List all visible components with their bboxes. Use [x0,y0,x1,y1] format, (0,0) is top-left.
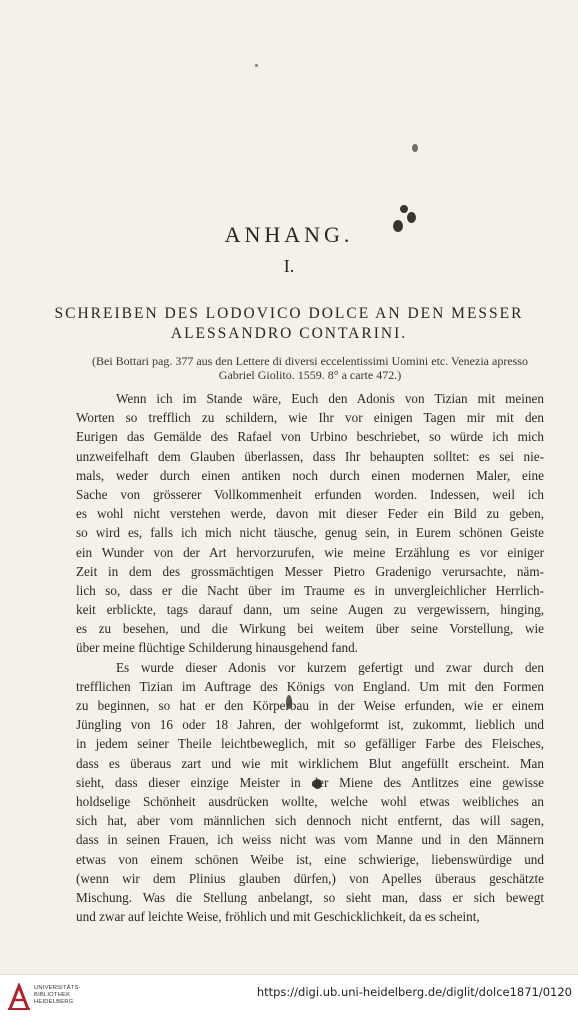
text-line: es zu besehen, und die Wirkung bei weitem über seine Vorstellung, wie [76,621,544,637]
body-text [76,389,544,926]
logo-line: UNIVERSITÄTS- [34,985,81,991]
text-line: so wird es, falls ich mich nicht täusche, genug sein, in Eurem schönen Geiste [76,525,544,541]
text-line: keit erblickte, tags darauf dann, um seine Augen zu vergewissern, hinging, [76,602,544,618]
text-line: ein Wunder von der Art hervorzurufen, wie meine Erzählung es vor einiger [76,544,544,560]
logo-line: BIBLIOTHEK [34,992,71,998]
ink-spot [400,205,408,213]
text-line: Es wurde dieser Adonis vor kurzem gefertigt und zwar durch den [116,659,544,675]
text-line: sich hat, aber vom männlichen sich dennoch nicht entfernt, das will sagen, [76,813,544,829]
title-line: ALESSANDRO CONTARINI. [170,325,408,342]
text-line: trefflichen Tizian im Auftrage des Königs von England. Um mit den Formen [76,678,544,694]
text-line: holdselige Schönheit ausdrücken wollte, welche wohl etwas weibliches an [76,793,544,809]
text-line: es wohl nicht verstehen werde, davon mit dieser Feder ein Bild zu geben, [76,506,544,522]
library-logo-text[interactable] [34,985,81,1006]
text-line: Wenn ich im Stande wäre, Euch den Adonis von Tizian mit meinen [116,391,544,406]
text-line: dass in seinen Frauen, ich weiss nicht was vom Manne und in den Männern [76,832,544,848]
text-line: (wenn wir dem Plinius glauben dürfen,) von Apelles überaus geschätzte [76,870,544,886]
library-logo-icon[interactable] [6,983,32,1011]
ink-spot [255,64,258,67]
source-note [76,354,544,382]
text-line: lich so, dass er die Nacht über im Traume es in unvergleichlicher Herrlich- [76,582,544,598]
source-note-line: Gabriel Giolito. 1559. 8° a carte 472.) [218,368,402,382]
page-url-link[interactable]: https://digi.ub.uni-heidelberg.de/diglit/dolce1871/0120 [256,985,572,999]
section-heading: ANHANG. [224,222,354,247]
text-line: Zeit in dem des grossmächtigen Messer Pietro Gradenigo verursachte, näm- [76,563,544,579]
text-line: zu beginnen, so hat er den Körperbau in der Weise erfunden, wie er einem [76,698,544,713]
text-line: Sache von grösserer Vollkommenheit erfunden worden. Indessen, weil ich [76,486,544,502]
text-line: Eurigen das Gemälde des Rafael von Urbino beschriebet, so würde ich mich [76,429,544,445]
logo-line: HEIDELBERG [34,999,74,1005]
text-line: Worten so trefflich zu schildern, wie Ihr vor einigen Tagen mir mit den [76,410,544,426]
section-numeral: I. [283,256,295,276]
text-line: Jüngling von 16 oder 18 Jahren, der wohlgeformt ist, zukommt, lieblich und [76,717,544,733]
text-line: unzweifelhaft dem Glauben überlassen, dass Ihr behaupten solltet: es sei nie- [76,448,544,464]
text-line: etwas von einem schönen Weibe ist, eine schwierige, liebenswürdige und [76,851,544,867]
text-line: dass es überaus zart und wie mit wirklichem Blut angefüllt erscheint. Man [76,755,544,771]
source-note-line: (Bei Bottari pag. 377 aus den Lettere di diversi eccelentissimi Uomini etc. Venezia apresso [92,354,528,368]
text-line: in jedem seiner Theile leichtbeweglich, mit so gefälliger Farbe des Fleisches, [76,736,544,752]
text-line: über meine flüchtige Schilderung hinausgehend fand. [76,640,358,656]
text-line: sieht, dass dieser einzige Meister in der Miene des Antlitzes eine gewisse [76,774,544,790]
ink-spot [412,144,418,152]
text-line: und zwar auf leichte Weise, fröhlich und mit Geschicklichkeit, da es scheint, [76,909,480,925]
title-line: SCHREIBEN DES LODOVICO DOLCE AN DEN MESSER [54,305,524,322]
text-line: mals, weder durch einen antiken noch durch einen modernen Maler, eine [76,467,544,483]
text-line: Mischung. Was die Stellung anbelangt, so sieht man, dass er sich bewegt [76,889,544,905]
letter-title [0,304,578,344]
